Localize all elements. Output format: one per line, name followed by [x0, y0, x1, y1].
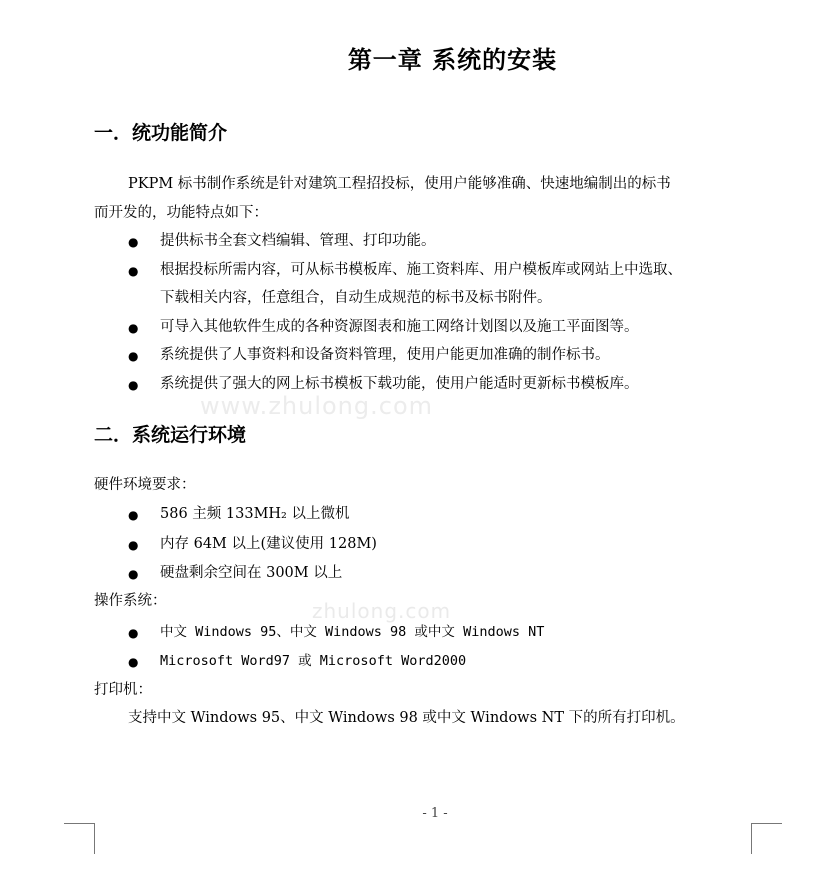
chapter-title: 第一章 系统的安装	[347, 46, 558, 74]
os-item-1: 中文 Windows 95、中文 Windows 98 或中文 Windows NT	[160, 624, 545, 640]
watermark-2: zhulong.com	[312, 599, 452, 623]
bullet-icon: ●	[128, 538, 139, 552]
printer-text: 支持中文 Windows 95、中文 Windows 98 或中文 Windows NT 下的所有打印机。	[128, 710, 685, 726]
feature-item-2: 根据投标所需内容，可从标书模板库、施工资料库、用户模板库或网站上中选取、	[160, 262, 682, 278]
feature-item-2-cont: 下载相关内容，任意组合，自动生成规范的标书及标书附件。	[160, 290, 552, 306]
os-item-2: Microsoft Word97 或 Microsoft Word2000	[160, 653, 467, 669]
os-label: 操作系统：	[94, 593, 167, 609]
bullet-icon: ●	[128, 264, 139, 278]
feature-item-4: 系统提供了人事资料和设备资料管理，使用户能更加准确的制作标书。	[160, 347, 610, 363]
intro-line-1: PKPM 标书制作系统是针对建筑工程招投标，使用户能够准确、快速地编制出的标书	[128, 176, 671, 192]
feature-item-1: 提供标书全套文档编辑、管理、打印功能。	[160, 233, 436, 249]
bullet-icon: ●	[128, 378, 139, 392]
intro-line-2: 而开发的，功能特点如下：	[94, 205, 268, 221]
printer-label: 打印机：	[94, 682, 152, 698]
bullet-icon: ●	[128, 567, 139, 581]
hardware-item-3: 硬盘剩余空间在 300M 以上	[160, 565, 343, 581]
section-1-heading: 一．统功能简介	[94, 122, 228, 144]
bullet-icon: ●	[128, 508, 139, 522]
page-corner-mark-right	[751, 823, 782, 854]
bullet-icon: ●	[128, 349, 139, 363]
page-number: - 1 -	[422, 806, 448, 821]
hardware-item-1: 586 主频 133MH₂ 以上微机	[160, 506, 350, 522]
watermark: www.zhulong.com	[200, 392, 434, 420]
section-2-heading: 二．系统运行环境	[94, 424, 247, 446]
hardware-item-2: 内存 64M 以上(建议使用 128M)	[160, 536, 377, 552]
bullet-icon: ●	[128, 235, 139, 249]
page-corner-mark-left	[64, 823, 95, 854]
hardware-label: 硬件环境要求：	[94, 477, 196, 493]
bullet-icon: ●	[128, 321, 139, 335]
feature-item-3: 可导入其他软件生成的各种资源图表和施工网络计划图以及施工平面图等。	[160, 319, 639, 335]
feature-item-5: 系统提供了强大的网上标书模板下载功能，使用户能适时更新标书模板库。	[160, 376, 639, 392]
bullet-icon: ●	[128, 626, 139, 640]
bullet-icon: ●	[128, 655, 139, 669]
